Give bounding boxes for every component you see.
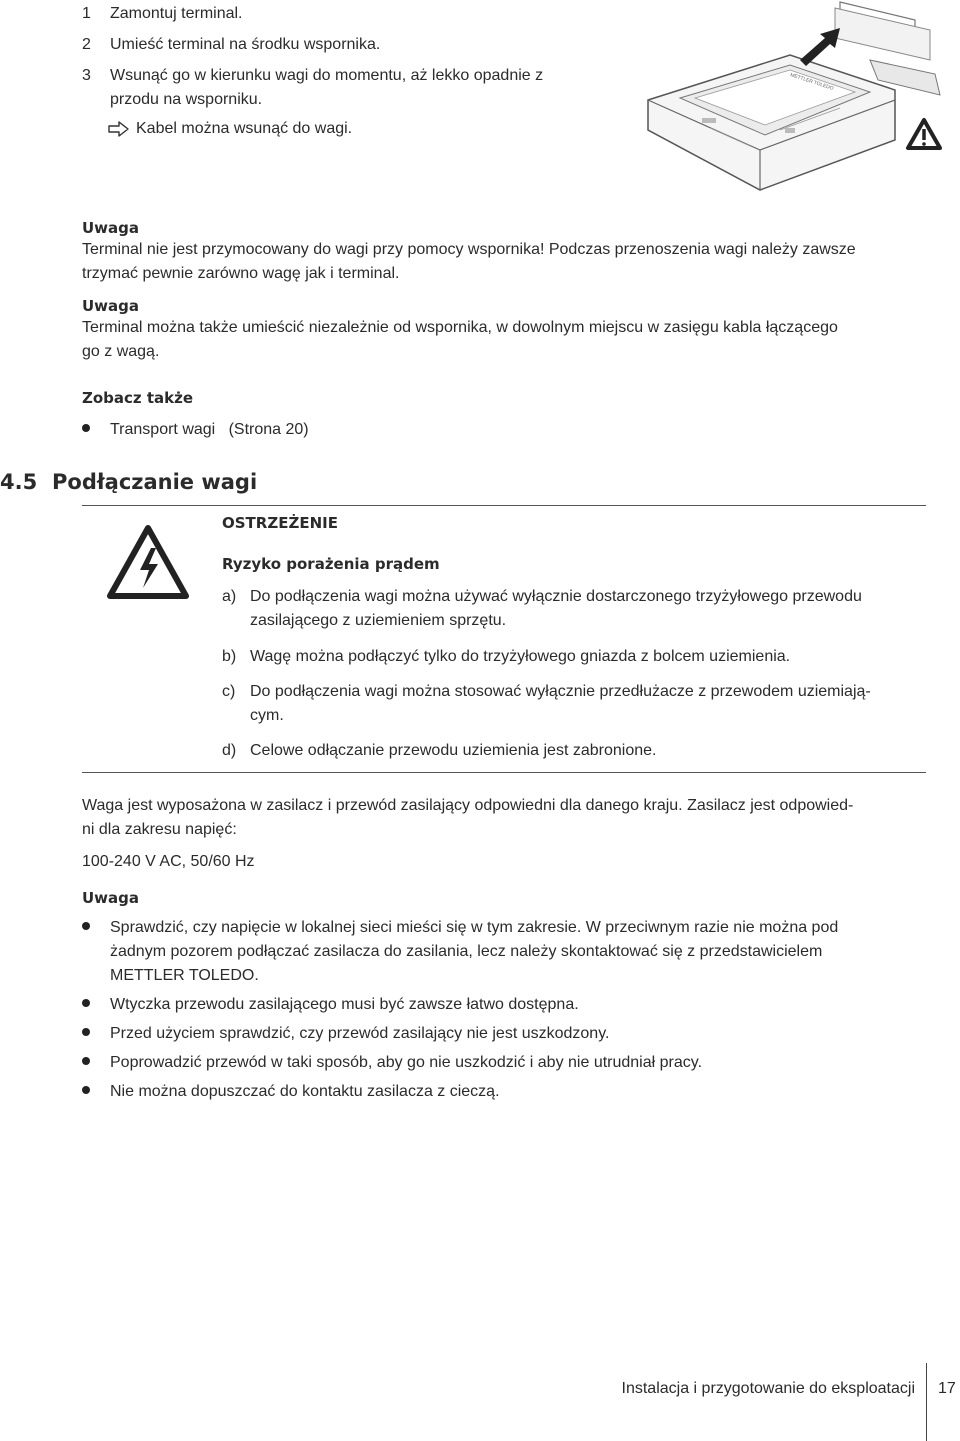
bullet-icon [82,999,90,1007]
page-number: 17 [938,1380,956,1397]
note-3-bullet-3: Przed użyciem sprawdzić, czy przewód zasilający nie jest uszkodzony. [110,1025,610,1042]
note-1-line-2: trzymać pewnie zarówno wagę jak i terminal. [82,265,400,282]
step-3 [82,64,543,88]
voltage-spec: 100-240 V AC, 50/60 Hz [82,853,255,870]
terminal-illustration [640,0,960,195]
bullet-icon [82,1086,90,1094]
note-2-line-1: Terminal można także umieścić niezależnie od wspornika, w dowolnym miejscu w zasięgu kabla łączącego [82,319,838,336]
warning-bottom-rule [82,772,926,773]
bullet-icon [82,1028,90,1036]
warning-item-a-continued: zasilającego z uziemieniem sprzętu. [250,612,507,629]
note-3-bullet-4: Poprowadzić przewód w taki sposób, aby go nie uszkodzić i aby nie utrudniał pracy. [110,1054,703,1071]
result-text: Kabel można wsunąć do wagi. [136,120,353,137]
step-number: 2 [82,36,91,53]
warning-label: OSTRZEŻENIE [222,514,338,532]
warning-item-b: b) Wagę można podłączyć tylko do trzyżyłowego gniazda z bolcem uziemienia. [222,648,791,665]
note-2-line-2: go z wagą. [82,343,160,360]
section-number: 4.5 [0,470,38,494]
warning-item-d: d) Celowe odłączanie przewodu uziemienia jest zabronione. [222,742,657,759]
footer-chapter: Instalacja i przygotowanie do eksploatacji [621,1380,915,1397]
body-line-2: ni dla zakresu napięć: [82,821,237,838]
note-3-heading: Uwaga [82,889,140,907]
warning-item-c-continued: cym. [250,707,284,724]
warning-item-a: a) Do podłączenia wagi można używać wyłącznie dostarczonego trzyżyłowego przewodu [222,588,862,605]
step-1 [82,2,243,26]
section-title: Podłączanie wagi [52,470,258,494]
arrow-result-icon [108,121,130,137]
body-line-1: Waga jest wyposażona w zasilacz i przewód zasilający odpowiedni dla danego kraju. Zasilacz jest odpowied- [82,797,854,814]
bullet-icon [82,424,90,432]
see-also-link[interactable]: Transport wagi (Strona 20) [110,421,309,438]
see-also-heading: Zobacz także [82,389,194,407]
footer-divider [926,1363,927,1441]
note-1-line-1: Terminal nie jest przymocowany do wagi przy pomocy wspornika! Podczas przenoszenia wagi należy zawsze [82,241,856,258]
step-text: Wsunąć go w kierunku wagi do momentu, aż lekko opadnie z [110,67,544,84]
step-number: 1 [82,5,91,22]
note-3-bullet-1-line-2: żadnym pozorem podłączać zasilacza do zasilania, lecz należy skontaktować się z przedstawicielem [110,943,823,960]
electric-hazard-icon [106,524,190,600]
note-3-bullet-1-line-3: METTLER TOLEDO. [110,967,259,984]
step-number: 3 [82,67,91,84]
warning-top-rule [82,505,926,506]
step-3-continued: przodu na wsporniku. [110,91,263,108]
bullet-icon [82,1057,90,1065]
brand-label: METTLER TOLEDO [789,72,835,92]
note-3-bullet-1-line-1: Sprawdzić, czy napięcie w lokalnej sieci mieści się w tym zakresie. W przeciwnym razie nie można pod [110,919,839,936]
warning-item-c: c) Do podłączenia wagi można stosować wyłącznie przedłużacze z przewodem uziemiają- [222,683,871,700]
note-3-bullet-5: Nie można dopuszczać do kontaktu zasilacza z cieczą. [110,1083,500,1100]
note-3-bullet-2: Wtyczka przewodu zasilającego musi być zawsze łatwo dostępna. [110,996,579,1013]
warning-subtitle: Ryzyko porażenia prądem [222,555,440,573]
section-heading [0,468,257,496]
note-1-heading: Uwaga [82,219,140,237]
step-text: Umieść terminal na środku wspornika. [110,36,381,53]
step-2 [82,33,380,57]
bullet-icon [82,922,90,930]
step-text: Zamontuj terminal. [110,5,243,22]
note-2-heading: Uwaga [82,297,140,315]
